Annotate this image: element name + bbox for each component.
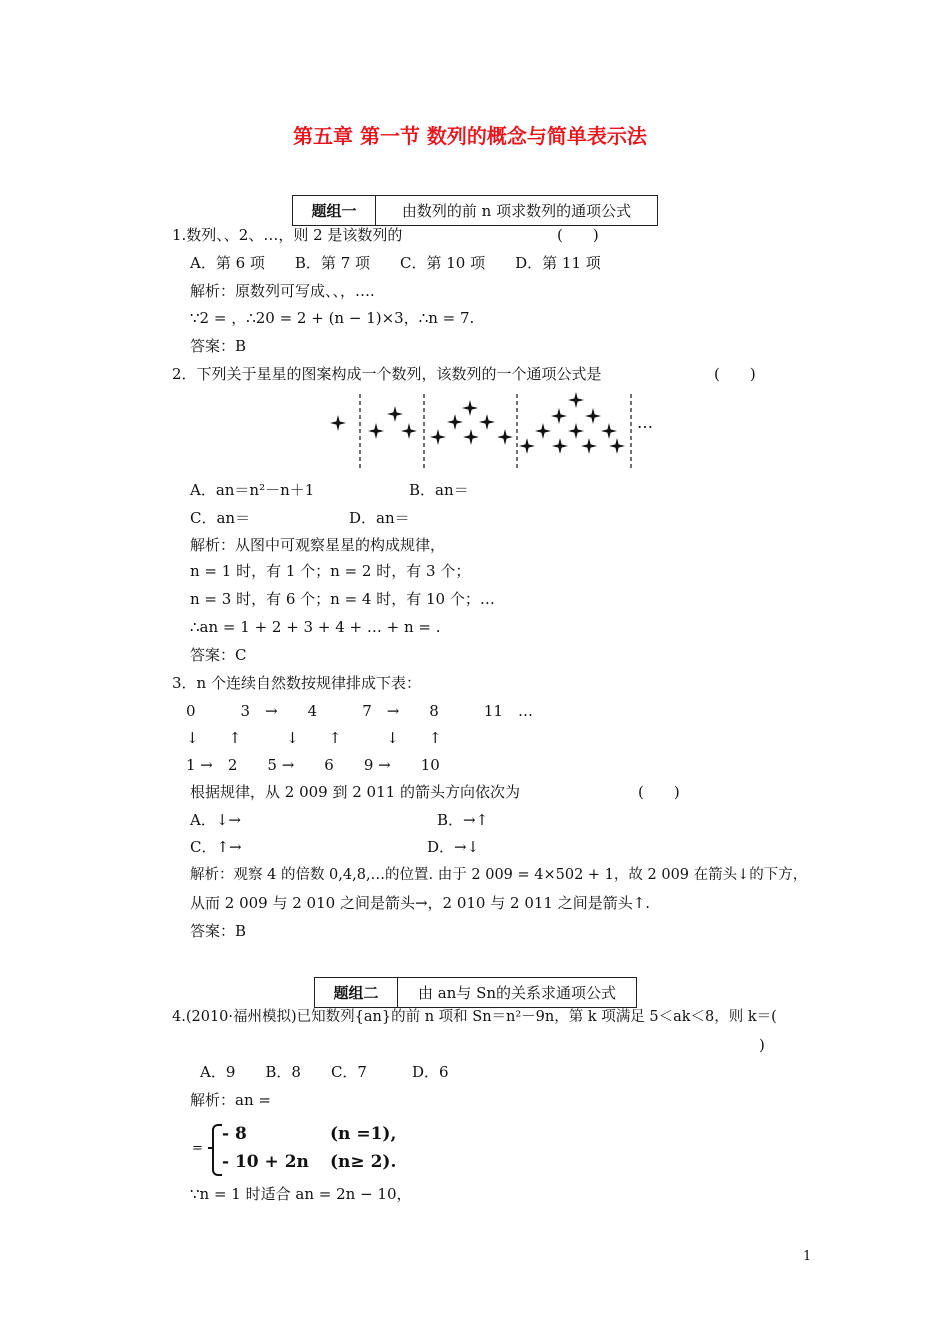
q2-option-b: B．an＝ bbox=[409, 481, 469, 499]
q2-bracket: ( ) bbox=[714, 365, 756, 383]
star-pattern-figure bbox=[325, 390, 665, 470]
q2-line-2: n = 3 时，有 6 个；n = 4 时，有 10 个；… bbox=[190, 590, 495, 608]
q1-options: A．第 6 项 B．第 7 项 C．第 10 项 D．第 11 项 bbox=[190, 254, 601, 272]
topic-group-1-desc: 由数列的前 n 项求数列的通项公式 bbox=[375, 196, 657, 225]
topic-group-2-box bbox=[314, 977, 637, 1008]
q3-prompt: 根据规律，从 2 009 到 2 011 的箭头方向依次为 bbox=[190, 783, 520, 801]
q2-answer: 答案：C bbox=[190, 646, 247, 664]
q4-case-1-expr: - 8 bbox=[222, 1124, 247, 1144]
q2-option-c: C．an＝ bbox=[190, 509, 251, 527]
q1-bracket: ( ) bbox=[557, 226, 599, 244]
q2-analysis: 解析：从图中可观察星星的构成规律， bbox=[190, 536, 446, 554]
topic-group-2-desc: 由 an与 Sn的关系求通项公式 bbox=[397, 978, 636, 1007]
q4-bracket-close: ) bbox=[759, 1036, 765, 1054]
cases-brace bbox=[212, 1124, 222, 1176]
q1-stem: 1.数列、、2、…，则 2 是该数列的 bbox=[172, 226, 403, 244]
q3-analysis-2: 从而 2 009 与 2 010 之间是箭头→，2 010 与 2 011 之间是箭头↑. bbox=[190, 894, 651, 912]
q3-option-c: C．↑→ bbox=[190, 838, 242, 856]
q1-step: ∵2 = ，∴20 = 2 + (n − 1)×3，∴n = 7. bbox=[190, 309, 475, 327]
star-group-4 bbox=[519, 392, 625, 454]
page-number: 1 bbox=[803, 1249, 812, 1264]
q3-option-a: A．↓→ bbox=[190, 811, 241, 829]
q2-option-a: A．an＝n²－n＋1 bbox=[190, 481, 315, 499]
q4-analysis: 解析：an = bbox=[190, 1091, 271, 1109]
q3-stem: 3．n 个连续自然数按规律排成下表： bbox=[172, 674, 421, 692]
q4-conclusion: ∵n = 1 时适合 an = 2n − 10， bbox=[190, 1185, 412, 1203]
q3-table-row-1: 0 3 → 4 7 → 8 11 … bbox=[186, 702, 533, 720]
q2-stem: 2．下列关于星星的图案构成一个数列，该数列的一个通项公式是 bbox=[172, 365, 602, 383]
q3-option-b: B．→↑ bbox=[437, 811, 489, 829]
figure-ellipsis: … bbox=[637, 413, 653, 432]
star-group-2 bbox=[368, 406, 417, 439]
q3-table-row-3: 1 → 2 5 → 6 9 → 10 bbox=[186, 756, 440, 774]
topic-group-1-box bbox=[292, 195, 658, 226]
q3-bracket: ( ) bbox=[638, 783, 680, 801]
q3-option-d: D．→↓ bbox=[427, 838, 480, 856]
q2-line-1: n = 1 时，有 1 个；n = 2 时，有 3 个； bbox=[190, 562, 471, 580]
q4-stem: 4.(2010·福州模拟)已知数列{an}的前 n 项和 Sn＝n²－9n，第 k 项满足 5＜ak＜8，则 k＝( bbox=[172, 1009, 777, 1025]
q1-analysis: 解析：原数列可写成、、，…. bbox=[190, 282, 375, 300]
q4-equals-sign: = bbox=[192, 1141, 203, 1156]
page-title: 第五章 第一节 数列的概念与简单表示法 bbox=[293, 124, 647, 148]
q3-answer: 答案：B bbox=[190, 922, 247, 940]
q3-analysis: 解析：观察 4 的倍数 0,4,8,…的位置. 由于 2 009 = 4×502 + 1，故 2 009 在箭头↓的下方， bbox=[190, 867, 808, 883]
topic-group-1-label: 题组一 bbox=[311, 202, 357, 220]
q4-case-1-cond: (n =1), bbox=[330, 1124, 397, 1144]
topic-group-2-label: 题组二 bbox=[333, 984, 379, 1002]
q2-option-d: D．an＝ bbox=[349, 509, 410, 527]
q2-line-3: ∴an = 1 + 2 + 3 + 4 + … + n = . bbox=[190, 618, 441, 636]
q3-table-row-2: ↓ ↑ ↓ ↑ ↓ ↑ bbox=[186, 729, 442, 747]
q1-answer: 答案：B bbox=[190, 337, 247, 355]
q4-options: A．9 B．8 C．7 D．6 bbox=[200, 1063, 449, 1081]
star-group-1 bbox=[330, 415, 346, 431]
q4-case-2-expr: - 10 + 2n bbox=[222, 1152, 309, 1172]
q4-case-2-cond: (n≥ 2). bbox=[330, 1152, 397, 1172]
star-group-3 bbox=[430, 400, 513, 445]
